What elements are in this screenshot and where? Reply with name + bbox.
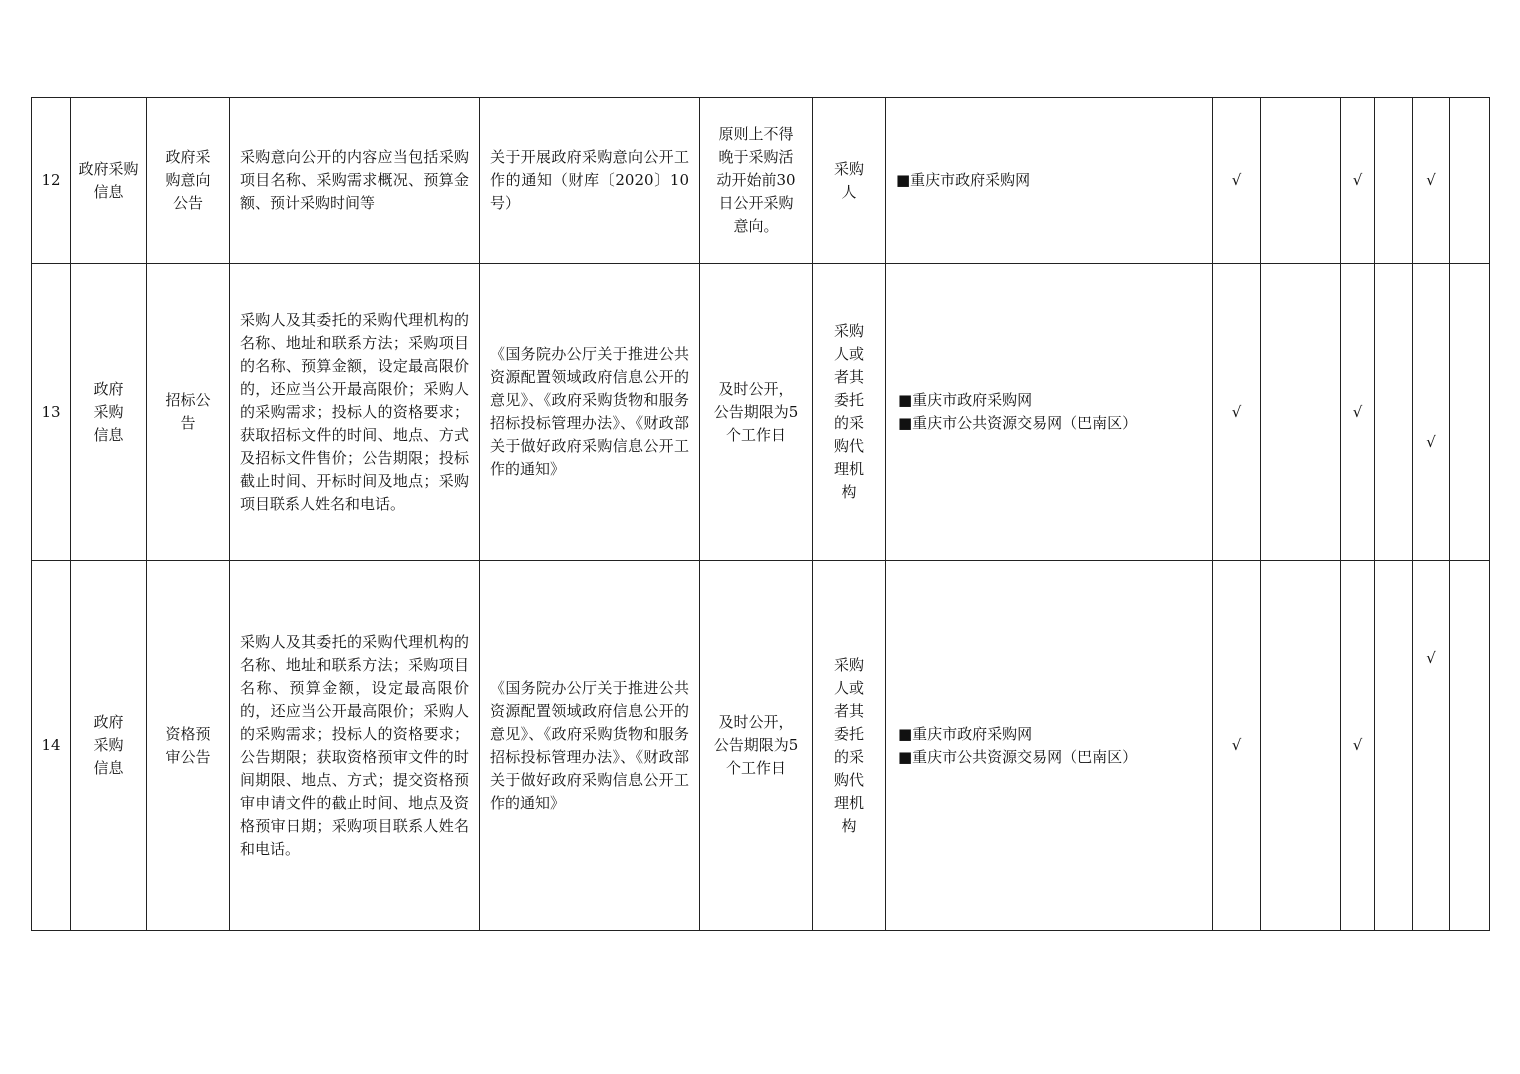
- channel-item: ■重庆市政府采购网: [898, 391, 1033, 409]
- disclosure-basis: 《国务院办公厅关于推进公共资源配置领域政府信息公开的意见》、《政府采购货物和服务招标投标管理办法》、《财政部关于做好政府采购信息公开工作的通知》: [480, 561, 700, 931]
- disclosure-timing: 原则上不得晚于采购活动开始前30日公开采购意向。: [700, 98, 813, 264]
- row-number: 12: [32, 98, 71, 264]
- check-cell: [1261, 561, 1341, 931]
- check-cell: [1450, 264, 1490, 561]
- check-cell: √: [1213, 264, 1261, 561]
- disclosure-content: 采购人及其委托的采购代理机构的名称、地址和联系方法；采购项目的名称、预算金额，设定最高限价的，还应当公开最高限价；采购人的采购需求；投标人的资格要求；获取招标文件的时间、地点、方式及招标文件售价；公告期限；投标截止时间、开标时间及地点；采购项目联系人姓名和电话。: [230, 264, 480, 561]
- channel-item: ■重庆市政府采购网: [896, 171, 1031, 189]
- disclosure-subject: 采购人或者其委托的采购代理机构: [813, 264, 886, 561]
- check-cell: [1450, 561, 1490, 931]
- disclosure-timing: 及时公开，公告期限为5个工作日: [700, 264, 813, 561]
- disclosure-channels: [886, 264, 1213, 561]
- disclosure-basis: 《国务院办公厅关于推进公共资源配置领域政府信息公开的意见》、《政府采购货物和服务招标投标管理办法》、《财政部关于做好政府采购信息公开工作的通知》: [480, 264, 700, 561]
- disclosure-basis: 关于开展政府采购意向公开工作的通知（财库〔2020〕10号）: [480, 98, 700, 264]
- disclosure-content: 采购意向公开的内容应当包括采购项目名称、采购需求概况、预算金额、预计采购时间等: [230, 98, 480, 264]
- check-cell: √: [1341, 264, 1375, 561]
- disclosure-channels: [886, 98, 1213, 264]
- check-cell: [1375, 561, 1413, 931]
- info-item: 资格预审公告: [147, 561, 230, 931]
- disclosure-subject: 采购人: [813, 98, 886, 264]
- disclosure-table: [31, 97, 1490, 931]
- disclosure-timing: 及时公开，公告期限为5个工作日: [700, 561, 813, 931]
- info-category: 政府采购信息: [71, 264, 147, 561]
- disclosure-content: 采购人及其委托的采购代理机构的名称、地址和联系方法；采购项目名称、预算金额，设定最高限价的，还应当公开最高限价；采购人的采购需求；投标人的资格要求；公告期限；获取资格预审文件的时间期限、地点、方式；提交资格预审申请文件的截止时间、地点及资格预审日期；采购项目联系人姓名和电话。: [230, 561, 480, 931]
- info-category: 政府采购信息: [71, 561, 147, 931]
- row-number: 13: [32, 264, 71, 561]
- check-cell: √: [1413, 561, 1450, 931]
- table-row: [32, 561, 1490, 931]
- check-cell: √: [1413, 98, 1450, 264]
- check-cell: √: [1413, 264, 1450, 561]
- check-cell: √: [1213, 98, 1261, 264]
- check-cell: [1375, 98, 1413, 264]
- check-cell: [1261, 264, 1341, 561]
- channel-item: ■重庆市公共资源交易网（巴南区）: [898, 747, 1138, 766]
- check-cell: [1375, 264, 1413, 561]
- channel-item: ■重庆市政府采购网: [898, 724, 1033, 743]
- info-category: 政府采购信息: [71, 98, 147, 264]
- disclosure-channels: [886, 561, 1213, 931]
- info-item: 政府采购意向公告: [147, 98, 230, 264]
- disclosure-subject: 采购人或者其委托的采购代理机构: [813, 561, 886, 931]
- table-row: [32, 264, 1490, 561]
- check-cell: [1261, 98, 1341, 264]
- channel-item: ■重庆市公共资源交易网（巴南区）: [898, 414, 1138, 432]
- check-cell: [1450, 98, 1490, 264]
- check-cell: √: [1341, 561, 1375, 931]
- row-number: 14: [32, 561, 71, 931]
- check-cell: √: [1213, 561, 1261, 931]
- table-row: [32, 98, 1490, 264]
- info-item: 招标公告: [147, 264, 230, 561]
- check-cell: √: [1341, 98, 1375, 264]
